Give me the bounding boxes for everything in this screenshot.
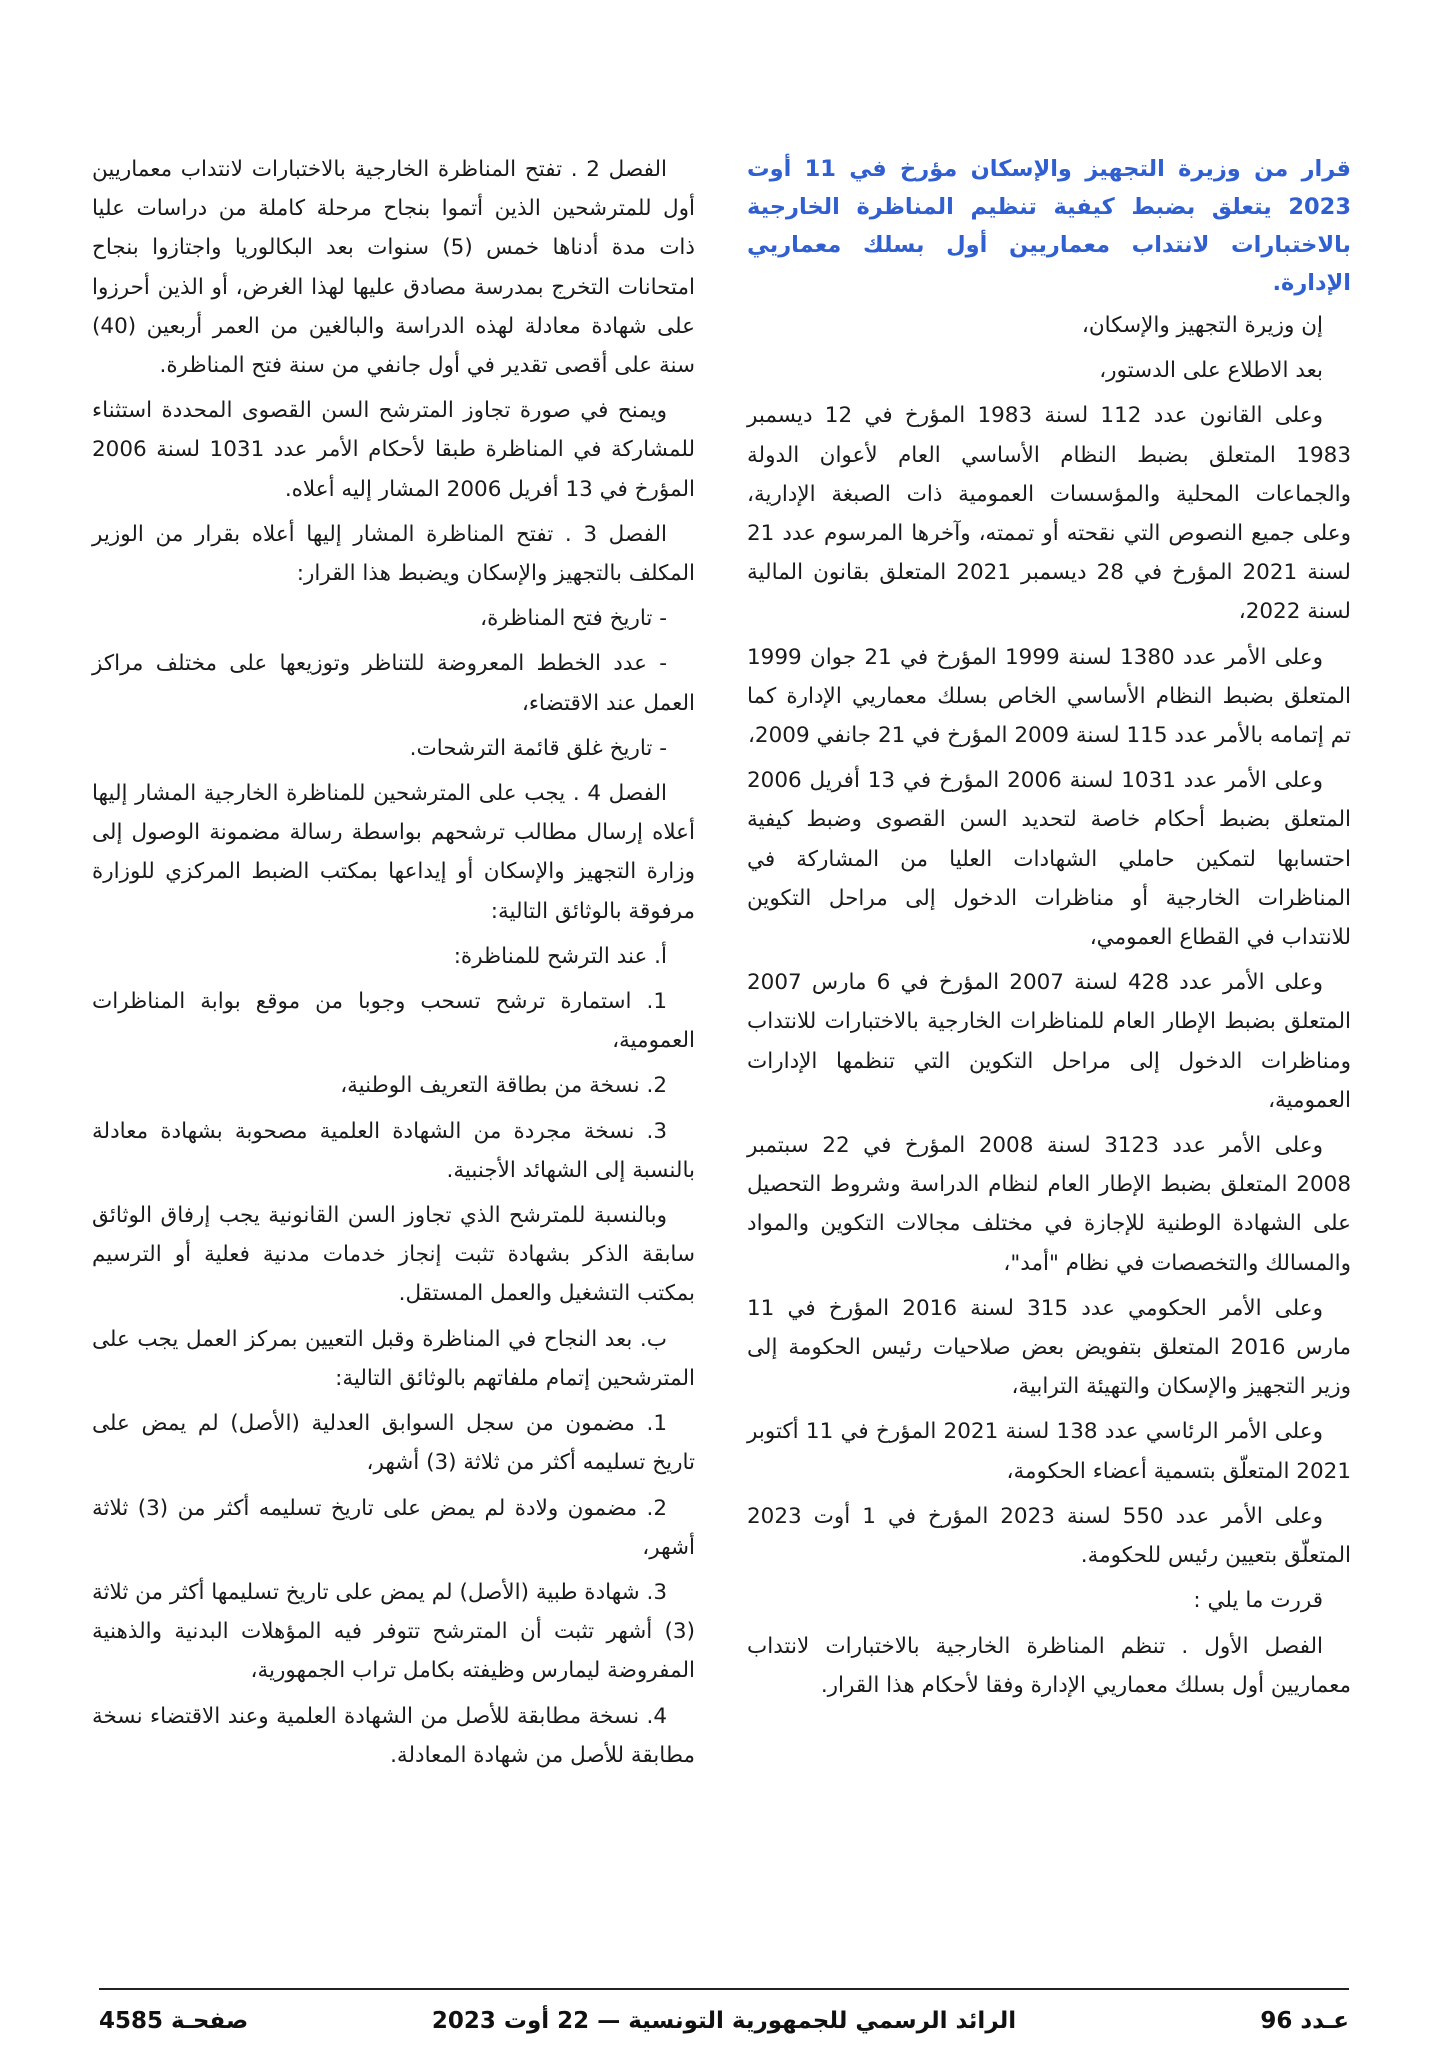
preamble-decree-2016: وعلى الأمر الحكومي عدد 315 لسنة 2016 المؤرخ في 11 مارس 2016 المتعلق بتفويض بعض صلاحيات رئيس الحكومة إلى وزير التجهيز والإسكان والتهيئة الترابية،	[747, 1295, 1352, 1400]
article-4-a-item: 3. نسخة مجردة من الشهادة العلمية مصحوبة بشهادة معادلة بالنسبة إلى الشهائد الأجنبية.	[92, 1118, 695, 1183]
article-3-item: - تاريخ فتح المناظرة،	[480, 606, 667, 632]
article-2: الفصل 2 . تفتح المناظرة الخارجية بالاختبارات لانتداب معماريين أول للمترشحين الذين أتموا بنجاح مرحلة كاملة من دراسات عليا ذات مدة أدناها خمس (5) سنوات بعد البكالوريا واجتازوا بنجاح امتحانات التخرج بمدرسة مصادق عليها لهذا الغرض، أو الذين أحرزوا على شهادة معادلة لهذه الدراسة والبالغين من العمر أربعين (40) سنة على أقصى تقدير في أول جانفي من سنة فتح المناظرة.	[92, 157, 695, 379]
article-4-section-b: ب. بعد النجاح في المناظرة وقبل التعيين بمركز العمل يجب على المترشحين إتمام ملفاتهم بالوثائق التالية:	[92, 1326, 695, 1391]
preamble-minister: إن وزيرة التجهيز والإسكان،	[1081, 313, 1323, 338]
preamble-decree-2023: وعلى الأمر عدد 550 لسنة 2023 المؤرخ في 1 أوت 2023 المتعلّق بتعيين رئيس للحكومة.	[747, 1503, 1351, 1569]
article-2-exception: ويمنح في صورة تجاوز المترشح السن القصوى المحددة استثناء للمشاركة في المناظرة طبقا لأحكام الأمر عدد 1031 لسنة 2006 المؤرخ في 13 أفريل 2006 المشار إليه أعلاه.	[92, 398, 695, 502]
article-4-b-item: 2. مضمون ولادة لم يمض على تاريخ تسليمه أكثر من (3) ثلاثة أشهر،	[92, 1495, 695, 1560]
page-footer	[99, 2008, 1349, 2048]
article-4-b-item: 4. نسخة مطابقة للأصل من الشهادة العلمية وعند الاقتضاء نسخة مطابقة للأصل من شهادة المعادلة.	[92, 1703, 695, 1768]
preamble-constitution: بعد الاطلاع على الدستور،	[1099, 358, 1323, 384]
preamble-law-1983: وعلى القانون عدد 112 لسنة 1983 المؤرخ في 12 ديسمبر 1983 المتعلق بضبط النظام الأساسي العام لأعوان الدولة والجماعات المحلية والمؤسسات العمومية ذات الصبغة الإدارية، وعلى جميع النصوص التي نقحته أو تممته، وآخرها المرسوم عدد 21 لسنة 2021 المؤرخ في 28 ديسمبر 2021 المتعلق بقانون المالية لسنة 2022،	[747, 403, 1351, 625]
preamble-decree-2021: وعلى الأمر الرئاسي عدد 138 لسنة 2021 المؤرخ في 11 أكتوبر 2021 المتعلّق بتسمية أعضاء الحكومة،	[747, 1419, 1351, 1484]
article-4-age-note: وبالنسبة للمترشح الذي تجاوز السن القانونية يجب إرفاق الوثائق سابقة الذكر بشهادة تثبت إنجاز خدمات مدنية فعلية أو الترسيم بمكتب التشغيل والعمل المستقل.	[92, 1203, 695, 1307]
article-1: الفصل الأول . تنظم المناظرة الخارجية بالاختبارات لانتداب معماريين أول بسلك معماريي الإدارة وفقا لأحكام هذا القرار.	[747, 1633, 1351, 1698]
article-4-section-a: أ. عند الترشح للمناظرة:	[453, 943, 667, 969]
issue-number: عـدد 96	[1260, 2008, 1349, 2034]
preamble-decree-2008: وعلى الأمر عدد 3123 لسنة 2008 المؤرخ في 22 سبتمبر 2008 المتعلق بضبط الإطار العام لنظام الدراسة وشروط التحصيل على الشهادة الوطنية للإجازة في مختلف مجالات التكوين والمواد والمسالك والتخصصات في نظام "أمد"،	[747, 1133, 1351, 1276]
preamble-decree-1999: وعلى الأمر عدد 1380 لسنة 1999 المؤرخ في 21 جوان 1999 المتعلق بضبط النظام الأساسي الخاص بسلك معماريي الإدارة كما تم إتمامه بالأمر عدد 115 لسنة 2009 المؤرخ في 21 جانفي 2009،	[747, 644, 1351, 749]
article-4: الفصل 4 . يجب على المترشحين للمناظرة الخارجية المشار إليها أعلاه إرسال مطالب ترشحهم بواسطة رسالة مضمونة الوصول إلى وزارة التجهيز والإسكان أو إيداعها بمكتب الضبط المركزي للوزارة مرفوقة بالوثائق التالية:	[92, 781, 695, 924]
decree-title: قرار من وزيرة التجهيز والإسكان مؤرخ في 11 أوت 2023 يتعلق بضبط كيفية تنظيم المناظرة الخارجية بالاختبارات لانتداب معماريين أول بسلك معماريي الإدارة.	[747, 156, 1351, 296]
journal-name-date: الرائد الرسمي للجمهورية التونسية — 22 أوت 2023	[431, 2008, 1017, 2034]
left-column	[92, 150, 695, 1781]
page-number: صفحـة 4585	[99, 2008, 249, 2034]
article-4-b-item: 1. مضمون من سجل السوابق العدلية (الأصل) لم يمض على تاريخ تسليمه أكثر من ثلاثة (3) أشهر،	[92, 1411, 695, 1476]
preamble-decree-2006: وعلى الأمر عدد 1031 لسنة 2006 المؤرخ في 13 أفريل 2006 المتعلق بضبط أحكام خاصة لتحديد السن القصوى وضبط كيفية احتسابها لتمكين حاملي الشهادات العليا من المشاركة في المناظرات الخارجية أو مناظرات الدخول إلى مراحل التكوين للانتداب في القطاع العمومي،	[747, 768, 1351, 951]
right-column	[747, 150, 1351, 1711]
article-3: الفصل 3 . تفتح المناظرة المشار إليها أعلاه بقرار من الوزير المكلف بالتجهيز والإسكان ويضبط هذا القرار:	[92, 521, 695, 587]
article-3-item: - تاريخ غلق قائمة الترشحات.	[409, 735, 667, 761]
article-4-a-item: 1. استمارة ترشح تسحب وجوبا من موقع بوابة المناظرات العمومية،	[92, 989, 695, 1054]
footer-divider	[99, 1988, 1349, 1990]
preamble-decree-2007: وعلى الأمر عدد 428 لسنة 2007 المؤرخ في 6 مارس 2007 المتعلق بضبط الإطار العام للمناظرات الخارجية بالاختبارات للانتداب ومناظرات الدخول إلى مراحل التكوين التي تنظمها الإدارات العمومية،	[747, 970, 1351, 1113]
article-4-a-item: 2. نسخة من بطاقة التعريف الوطنية،	[340, 1073, 667, 1099]
article-4-b-item: 3. شهادة طبية (الأصل) لم يمض على تاريخ تسليمها أكثر من ثلاثة (3) أشهر تثبت أن المترشح تتوفر فيه المؤهلات البدنية والذهنية المفروضة ليمارس وظيفته بكامل تراب الجمهورية،	[92, 1579, 695, 1684]
decision-statement: قررت ما يلي :	[1193, 1588, 1323, 1614]
article-3-item: - عدد الخطط المعروضة للتناظر وتوزيعها على مختلف مراكز العمل عند الاقتضاء،	[92, 651, 695, 716]
